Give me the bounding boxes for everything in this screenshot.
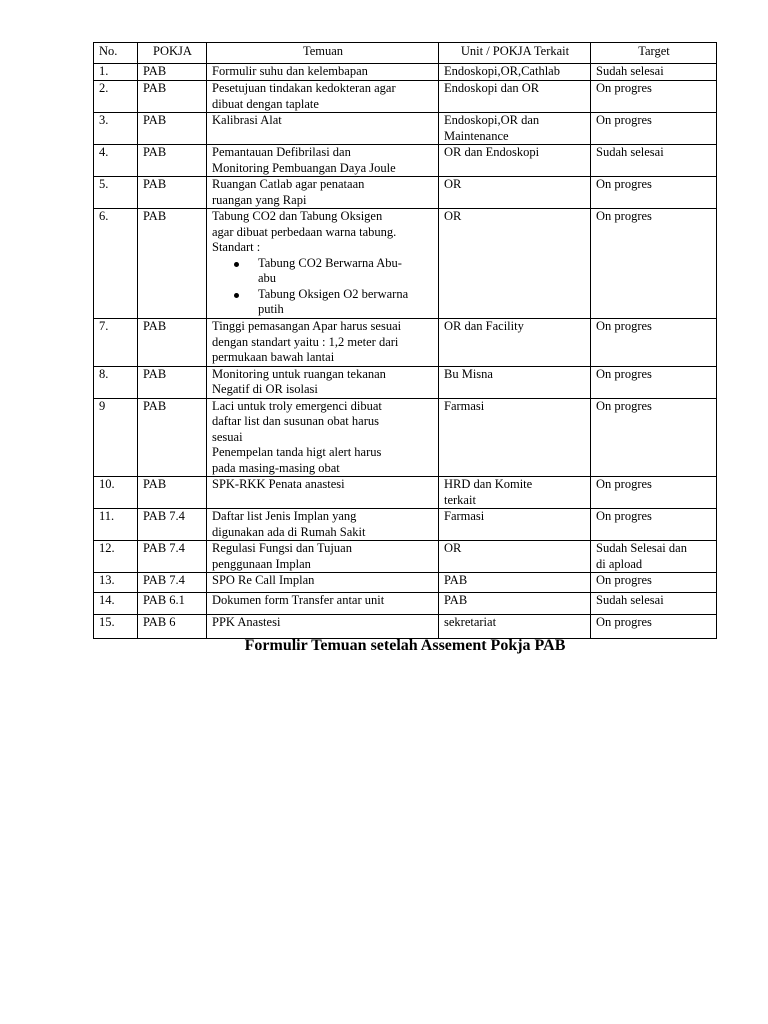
target-line: On progres xyxy=(596,573,652,587)
bullet-line: Tabung Oksigen O2 berwarna xyxy=(258,286,409,301)
cell-temuan xyxy=(207,145,439,177)
target-line: Sudah selesai xyxy=(596,145,664,159)
temuan-line: daftar list dan susunan obat harus xyxy=(212,414,379,428)
cell-temuan xyxy=(207,366,439,398)
cell-temuan xyxy=(207,477,439,509)
cell-no: 3. xyxy=(94,113,138,145)
unit-line: Endoskopi dan OR xyxy=(444,81,540,95)
target-line: On progres xyxy=(596,398,652,413)
cell-pokja: PAB xyxy=(138,81,207,113)
temuan-line: dibuat dengan taplate xyxy=(212,96,319,111)
temuan-line: Tabung CO2 dan Tabung Oksigen xyxy=(212,209,383,223)
temuan-line: Kalibrasi Alat xyxy=(212,113,282,127)
unit-line: Maintenance xyxy=(444,128,509,143)
cell-target xyxy=(591,573,717,593)
temuan-line: Monitoring Pembuangan Daya Joule xyxy=(212,160,396,175)
temuan-line: Standart : xyxy=(212,240,261,254)
temuan-line: SPO Re Call Implan xyxy=(212,573,315,587)
cell-pokja: PAB xyxy=(138,177,207,209)
bullet-list xyxy=(212,256,434,318)
cell-unit xyxy=(439,145,591,177)
cell-no: 1. xyxy=(94,64,138,81)
cell-temuan xyxy=(207,113,439,145)
cell-unit xyxy=(439,319,591,367)
cell-no: 2. xyxy=(94,81,138,113)
header-unit: Unit / POKJA Terkait xyxy=(439,43,591,64)
temuan-line: permukaan bawah lantai xyxy=(212,350,335,364)
unit-line: sekretariat xyxy=(444,615,497,629)
temuan-line: sesuai xyxy=(212,429,243,444)
cell-target xyxy=(591,615,717,639)
table-row xyxy=(94,177,717,209)
table-row xyxy=(94,477,717,509)
cell-unit xyxy=(439,541,591,573)
bullet-item xyxy=(258,256,434,287)
cell-pokja: PAB xyxy=(138,113,207,145)
cell-pokja: PAB xyxy=(138,319,207,367)
cell-temuan xyxy=(207,573,439,593)
cell-temuan xyxy=(207,177,439,209)
cell-no: 6. xyxy=(94,209,138,319)
table-row xyxy=(94,319,717,367)
unit-line: OR xyxy=(444,177,462,191)
cell-target xyxy=(591,541,717,573)
temuan-line: penggunaan Implan xyxy=(212,556,311,571)
cell-unit xyxy=(439,615,591,639)
target-line: On progres xyxy=(596,81,652,95)
header-no: No. xyxy=(94,43,138,64)
target-line: Sudah Selesai dan xyxy=(596,541,687,555)
bullet-icon xyxy=(234,262,239,267)
cell-pokja: PAB 7.4 xyxy=(138,573,207,593)
cell-temuan xyxy=(207,209,439,319)
table-row xyxy=(94,615,717,639)
unit-line: OR dan Facility xyxy=(444,319,524,333)
unit-line: HRD dan Komite xyxy=(444,477,533,491)
cell-pokja: PAB 6.1 xyxy=(138,593,207,615)
bullet-item xyxy=(258,287,434,318)
temuan-line: ruangan yang Rapi xyxy=(212,192,307,207)
table-row xyxy=(94,593,717,615)
unit-line: OR xyxy=(444,209,462,223)
temuan-line: Daftar list Jenis Implan yang xyxy=(212,509,357,523)
target-line: On progres xyxy=(596,477,652,491)
cell-no: 8. xyxy=(94,366,138,398)
cell-target xyxy=(591,477,717,509)
table-row xyxy=(94,573,717,593)
bullet-line: abu xyxy=(258,271,277,285)
unit-line: Farmasi xyxy=(444,398,485,413)
temuan-line: Formulir suhu dan kelembapan xyxy=(212,64,368,78)
table-row xyxy=(94,541,717,573)
target-line: On progres xyxy=(596,113,652,127)
table-row xyxy=(94,509,717,541)
target-line: Sudah selesai xyxy=(596,593,664,607)
cell-temuan xyxy=(207,541,439,573)
findings-table xyxy=(93,42,717,639)
temuan-line: pada masing-masing obat xyxy=(212,460,340,475)
table-row xyxy=(94,145,717,177)
unit-line: PAB xyxy=(444,573,468,587)
cell-target xyxy=(591,398,717,477)
header-temuan: Temuan xyxy=(207,43,439,64)
unit-line: Bu Misna xyxy=(444,366,493,381)
cell-unit xyxy=(439,509,591,541)
cell-target xyxy=(591,64,717,81)
bullet-line: Tabung CO2 Berwarna Abu- xyxy=(258,255,402,270)
table-header-row xyxy=(94,43,717,64)
cell-target xyxy=(591,177,717,209)
cell-no: 4. xyxy=(94,145,138,177)
temuan-line: Pemantauan Defibrilasi dan xyxy=(212,145,351,159)
cell-no: 15. xyxy=(94,615,138,639)
unit-line: Farmasi xyxy=(444,509,485,523)
cell-pokja: PAB 7.4 xyxy=(138,509,207,541)
cell-no: 9 xyxy=(94,398,138,477)
cell-unit xyxy=(439,477,591,509)
cell-target xyxy=(591,319,717,367)
unit-line: Endoskopi,OR dan xyxy=(444,113,540,127)
unit-line: OR dan Endoskopi xyxy=(444,145,540,159)
temuan-line: SPK-RKK Penata anastesi xyxy=(212,477,345,491)
cell-unit xyxy=(439,593,591,615)
temuan-line: Laci untuk troly emergenci dibuat xyxy=(212,398,382,413)
cell-no: 7. xyxy=(94,319,138,367)
cell-target xyxy=(591,113,717,145)
temuan-line: Ruangan Catlab agar penataan xyxy=(212,177,365,191)
cell-no: 5. xyxy=(94,177,138,209)
target-line: Sudah selesai xyxy=(596,64,664,78)
temuan-line: Dokumen form Transfer antar unit xyxy=(212,593,385,607)
cell-pokja: PAB xyxy=(138,64,207,81)
target-line: On progres xyxy=(596,509,652,523)
temuan-line: Regulasi Fungsi dan Tujuan xyxy=(212,541,352,555)
cell-unit xyxy=(439,209,591,319)
cell-unit xyxy=(439,573,591,593)
cell-target xyxy=(591,509,717,541)
cell-pokja: PAB 6 xyxy=(138,615,207,639)
target-line: On progres xyxy=(596,615,652,629)
temuan-line: agar dibuat perbedaan warna tabung. xyxy=(212,224,397,239)
temuan-line: digunakan ada di Rumah Sakit xyxy=(212,524,366,539)
cell-temuan xyxy=(207,593,439,615)
unit-line: terkait xyxy=(444,492,476,507)
table-row xyxy=(94,113,717,145)
unit-line: OR xyxy=(444,541,462,555)
temuan-line: Negatif di OR isolasi xyxy=(212,382,318,396)
cell-temuan xyxy=(207,319,439,367)
table-row xyxy=(94,209,717,319)
target-line: di apload xyxy=(596,556,643,571)
target-line: On progres xyxy=(596,319,652,333)
cell-target xyxy=(591,366,717,398)
cell-temuan xyxy=(207,81,439,113)
cell-temuan xyxy=(207,615,439,639)
bullet-icon xyxy=(234,293,239,298)
document-caption: Formulir Temuan setelah Assement Pokja PAB xyxy=(244,637,566,654)
cell-target xyxy=(591,593,717,615)
cell-unit xyxy=(439,177,591,209)
temuan-line: Penempelan tanda higt alert harus xyxy=(212,445,382,459)
cell-unit xyxy=(439,64,591,81)
cell-pokja: PAB xyxy=(138,366,207,398)
target-line: On progres xyxy=(596,366,652,381)
cell-unit xyxy=(439,366,591,398)
cell-no: 11. xyxy=(94,509,138,541)
temuan-line: dengan standart yaitu : 1,2 meter dari xyxy=(212,334,399,349)
cell-no: 12. xyxy=(94,541,138,573)
table-body xyxy=(94,64,717,639)
cell-pokja: PAB xyxy=(138,398,207,477)
header-pokja: POKJA xyxy=(138,43,207,64)
cell-pokja: PAB xyxy=(138,209,207,319)
target-line: On progres xyxy=(596,209,652,223)
cell-unit xyxy=(439,81,591,113)
unit-line: PAB xyxy=(444,593,468,607)
cell-pokja: PAB 7.4 xyxy=(138,541,207,573)
target-line: On progres xyxy=(596,177,652,191)
temuan-line: PPK Anastesi xyxy=(212,615,281,629)
cell-target xyxy=(591,209,717,319)
bullet-line: putih xyxy=(258,302,284,316)
table-row xyxy=(94,64,717,81)
temuan-line: Monitoring untuk ruangan tekanan xyxy=(212,366,386,381)
cell-target xyxy=(591,145,717,177)
cell-no: 14. xyxy=(94,593,138,615)
cell-pokja: PAB xyxy=(138,477,207,509)
header-target: Target xyxy=(591,43,717,64)
cell-no: 13. xyxy=(94,573,138,593)
temuan-line: Pesetujuan tindakan kedokteran agar xyxy=(212,81,396,95)
cell-unit xyxy=(439,398,591,477)
table-row xyxy=(94,398,717,477)
table-row xyxy=(94,81,717,113)
temuan-line: Tinggi pemasangan Apar harus sesuai xyxy=(212,319,402,333)
cell-temuan xyxy=(207,398,439,477)
cell-target xyxy=(591,81,717,113)
cell-unit xyxy=(439,113,591,145)
cell-temuan xyxy=(207,64,439,81)
cell-temuan xyxy=(207,509,439,541)
cell-pokja: PAB xyxy=(138,145,207,177)
table-row xyxy=(94,366,717,398)
unit-line: Endoskopi,OR,Cathlab xyxy=(444,64,560,78)
cell-no: 10. xyxy=(94,477,138,509)
